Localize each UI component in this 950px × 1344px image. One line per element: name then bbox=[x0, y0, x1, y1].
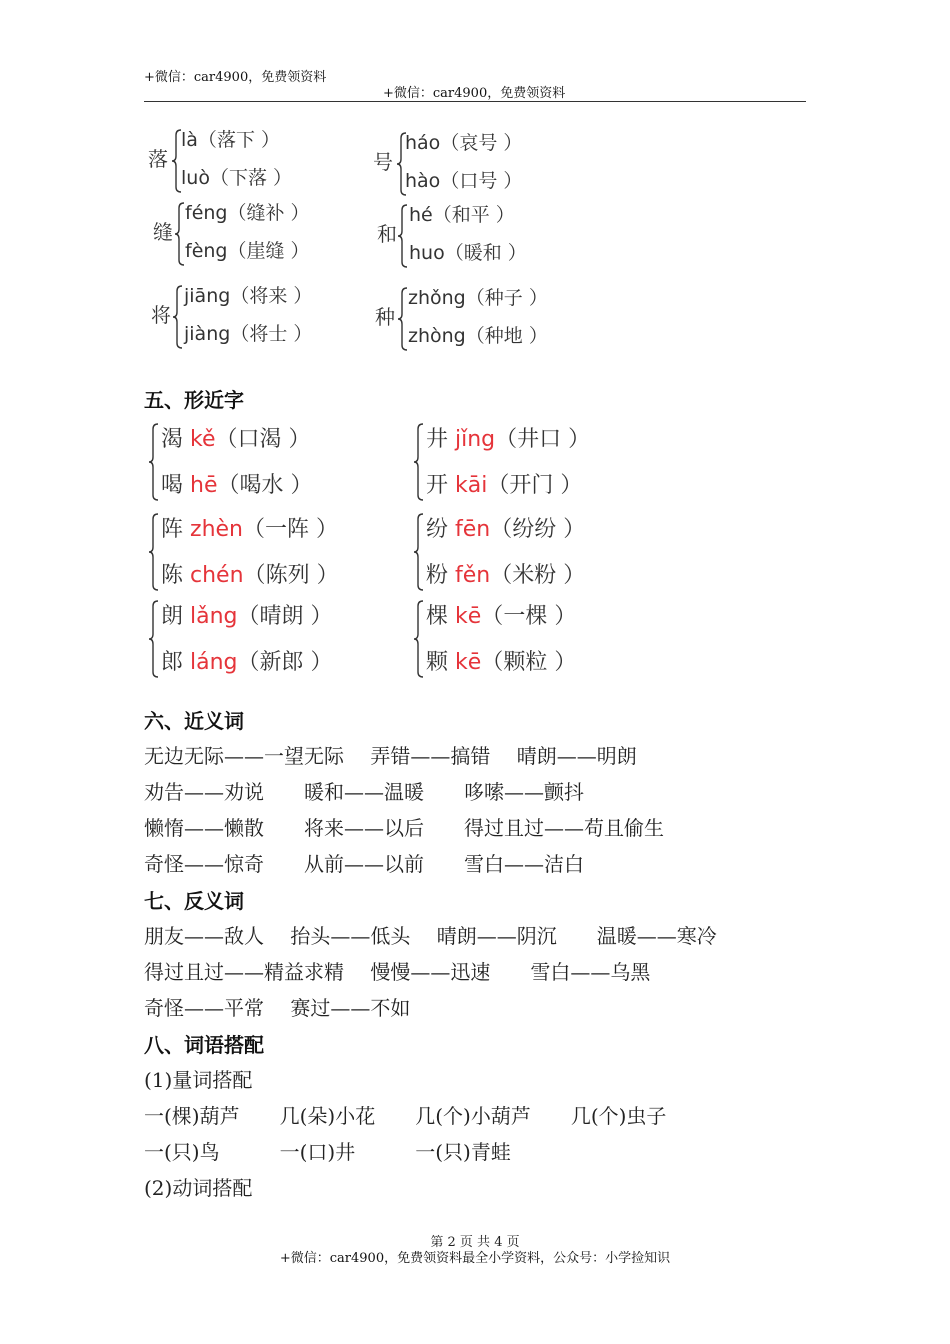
spacer bbox=[448, 604, 455, 629]
pinyin: kě bbox=[190, 427, 216, 452]
pinyin: hé bbox=[409, 204, 433, 226]
similar-char-entry bbox=[161, 652, 333, 674]
pinyin: jiāng bbox=[184, 285, 231, 307]
paren-close: ） bbox=[522, 287, 548, 309]
brace bbox=[413, 600, 425, 678]
pinyin: jiàng bbox=[184, 323, 231, 345]
similar-char-entry bbox=[161, 475, 313, 497]
polyphone-reading bbox=[181, 131, 280, 150]
paren-open: （ bbox=[197, 129, 217, 151]
paren-open: （ bbox=[230, 285, 250, 307]
pinyin: féng bbox=[185, 202, 228, 224]
paren-open: （ bbox=[209, 167, 229, 189]
example-word: 开门 bbox=[509, 473, 554, 498]
paren-open: （ bbox=[440, 170, 460, 192]
paren-open: （ bbox=[237, 604, 260, 629]
header-left-note: +微信：car4900，免费领资料 bbox=[144, 70, 327, 85]
synonym-line: 奇怪——惊奇 从前——以前 雪白——洁白 bbox=[144, 852, 584, 876]
paren-open: （ bbox=[490, 563, 513, 588]
spacer bbox=[183, 517, 190, 542]
section-title-collocations: 八、词语搭配 bbox=[144, 1033, 264, 1057]
similar-char: 井 bbox=[426, 427, 449, 452]
paren-open: （ bbox=[487, 473, 510, 498]
paren-close: ） bbox=[489, 204, 515, 226]
polyphone-char: 将 bbox=[151, 303, 171, 327]
polyphone-char: 号 bbox=[373, 150, 393, 174]
example-word: 新郎 bbox=[259, 650, 304, 675]
pinyin: hào bbox=[405, 170, 441, 192]
polyphone-reading bbox=[185, 242, 310, 261]
similar-char-entry bbox=[426, 519, 585, 541]
pinyin: kāi bbox=[455, 473, 488, 498]
similar-char: 喝 bbox=[161, 473, 184, 498]
pinyin: láng bbox=[190, 650, 238, 675]
polyphone-reading bbox=[409, 206, 515, 225]
paren-close: ） bbox=[284, 202, 310, 224]
example-word: 颗粒 bbox=[503, 650, 548, 675]
paren-close: ） bbox=[553, 473, 583, 498]
pinyin: lǎng bbox=[190, 604, 238, 629]
similar-char: 阵 bbox=[161, 517, 184, 542]
paren-open: （ bbox=[490, 517, 513, 542]
similar-char-entry bbox=[426, 475, 582, 497]
paren-open: （ bbox=[481, 604, 504, 629]
paren-close: ） bbox=[309, 517, 339, 542]
page-number: 第 2 页 共 4 页 bbox=[430, 1235, 520, 1250]
brace bbox=[148, 600, 160, 678]
paren-close: ） bbox=[497, 132, 523, 154]
spacer bbox=[183, 563, 190, 588]
paren-close: ） bbox=[547, 604, 577, 629]
paren-close: ） bbox=[501, 242, 527, 264]
example-word: 哀号 bbox=[459, 132, 498, 154]
pinyin: háo bbox=[405, 132, 441, 154]
similar-char-entry bbox=[426, 606, 576, 628]
pinyin: huo bbox=[409, 242, 445, 264]
polyphone-char: 种 bbox=[375, 305, 395, 329]
paren-open: （ bbox=[217, 473, 240, 498]
example-word: 将来 bbox=[249, 285, 288, 307]
brace bbox=[172, 285, 184, 349]
paren-close: ） bbox=[287, 285, 313, 307]
polyphone-reading bbox=[405, 134, 522, 153]
synonym-line: 懒惰——懒散 将来——以后 得过且过——苟且偷生 bbox=[144, 816, 664, 840]
similar-char: 粉 bbox=[426, 563, 449, 588]
example-word: 口号 bbox=[459, 170, 498, 192]
section-title-antonyms: 七、反义词 bbox=[144, 889, 244, 913]
polyphone-reading bbox=[181, 169, 292, 188]
subsection-measure-words: (1)量词搭配 bbox=[144, 1068, 253, 1092]
pinyin: luò bbox=[181, 167, 210, 189]
similar-char: 颗 bbox=[426, 650, 449, 675]
similar-char-entry bbox=[426, 429, 590, 451]
header-center-note: +微信：car4900，免费领资料 bbox=[383, 86, 566, 101]
example-word: 喝水 bbox=[239, 473, 284, 498]
collocation-line: 一(棵)葫芦 几(朵)小花 几(个)小葫芦 几(个)虫子 bbox=[144, 1104, 667, 1128]
polyphone-reading bbox=[184, 287, 312, 306]
spacer bbox=[183, 427, 190, 452]
polyphone-char: 缝 bbox=[153, 220, 173, 244]
pinyin: jǐng bbox=[455, 427, 496, 452]
brace bbox=[413, 423, 425, 501]
paren-close: ） bbox=[561, 427, 591, 452]
section-title-similar-chars: 五、形近字 bbox=[144, 388, 244, 412]
similar-char-entry bbox=[426, 565, 585, 587]
polyphone-reading bbox=[409, 244, 527, 263]
footer-note: +微信：car4900，免费领资料最全小学资料，公众号：小学捡知识 bbox=[279, 1251, 671, 1266]
pinyin: là bbox=[181, 129, 198, 151]
brace bbox=[413, 513, 425, 591]
paren-close: ） bbox=[287, 323, 313, 345]
pinyin: kē bbox=[455, 650, 482, 675]
example-word: 暖和 bbox=[463, 242, 502, 264]
similar-char-entry bbox=[161, 606, 333, 628]
paren-open: （ bbox=[230, 323, 250, 345]
pinyin: zhǒng bbox=[408, 287, 466, 309]
example-word: 崖缝 bbox=[246, 240, 285, 262]
paren-close: ） bbox=[522, 325, 548, 347]
antonym-line: 朋友——敌人 抬头——低头 晴朗——阴沉 温暖——寒冷 bbox=[144, 924, 717, 948]
paren-open: （ bbox=[465, 325, 485, 347]
antonym-line: 得过且过——精益求精 慢慢——迅速 雪白——乌黑 bbox=[144, 960, 651, 984]
paren-open: （ bbox=[432, 204, 452, 226]
similar-char-entry bbox=[161, 429, 311, 451]
example-word: 口渴 bbox=[237, 427, 282, 452]
pinyin: fēn bbox=[455, 517, 491, 542]
paren-open: （ bbox=[481, 650, 504, 675]
paren-open: （ bbox=[243, 517, 266, 542]
section-title-synonyms: 六、近义词 bbox=[144, 709, 244, 733]
example-word: 下落 bbox=[228, 167, 267, 189]
pinyin: fèng bbox=[185, 240, 228, 262]
polyphone-reading bbox=[185, 204, 310, 223]
example-word: 陈列 bbox=[265, 563, 310, 588]
paren-open: （ bbox=[440, 132, 460, 154]
paren-close: ） bbox=[556, 517, 586, 542]
polyphone-reading bbox=[184, 325, 312, 344]
paren-open: （ bbox=[495, 427, 518, 452]
paren-close: ） bbox=[547, 650, 577, 675]
pinyin: kē bbox=[455, 604, 482, 629]
spacer bbox=[448, 517, 455, 542]
synonym-line: 劝告——劝说 暖和——温暖 哆嗦——颤抖 bbox=[144, 780, 584, 804]
paren-open: （ bbox=[227, 240, 247, 262]
similar-char-entry bbox=[426, 652, 576, 674]
polyphone-reading bbox=[408, 289, 548, 308]
subsection-verbs: (2)动词搭配 bbox=[144, 1176, 253, 1200]
paren-open: （ bbox=[215, 427, 238, 452]
synonym-line: 无边无际——一望无际 弄错——搞错 晴朗——明朗 bbox=[144, 744, 637, 768]
paren-close: ） bbox=[281, 427, 311, 452]
example-word: 缝补 bbox=[246, 202, 285, 224]
similar-char: 开 bbox=[426, 473, 449, 498]
example-word: 井口 bbox=[517, 427, 562, 452]
paren-close: ） bbox=[309, 563, 339, 588]
paren-close: ） bbox=[556, 563, 586, 588]
example-word: 一阵 bbox=[265, 517, 310, 542]
paren-open: （ bbox=[237, 650, 260, 675]
paren-open: （ bbox=[243, 563, 266, 588]
pinyin: zhèn bbox=[190, 517, 243, 542]
similar-char: 陈 bbox=[161, 563, 184, 588]
example-word: 晴朗 bbox=[259, 604, 304, 629]
paren-open: （ bbox=[444, 242, 464, 264]
paren-close: ） bbox=[283, 473, 313, 498]
similar-char: 朗 bbox=[161, 604, 184, 629]
paren-close: ） bbox=[497, 170, 523, 192]
spacer bbox=[183, 604, 190, 629]
brace bbox=[148, 513, 160, 591]
pinyin: chén bbox=[190, 563, 244, 588]
example-word: 纷纷 bbox=[512, 517, 557, 542]
polyphone-reading bbox=[408, 327, 548, 346]
spacer bbox=[183, 473, 190, 498]
brace bbox=[148, 423, 160, 501]
paren-close: ） bbox=[303, 604, 333, 629]
paren-close: ） bbox=[254, 129, 280, 151]
pinyin: hē bbox=[190, 473, 218, 498]
example-word: 米粉 bbox=[512, 563, 557, 588]
spacer bbox=[448, 473, 455, 498]
brace bbox=[397, 204, 409, 268]
similar-char: 郎 bbox=[161, 650, 184, 675]
collocation-line: 一(只)鸟 一(口)井 一(只)青蛙 bbox=[144, 1140, 511, 1164]
paren-close: ） bbox=[266, 167, 293, 189]
spacer bbox=[448, 650, 455, 675]
similar-char: 纷 bbox=[426, 517, 449, 542]
antonym-line: 奇怪——平常 赛过——不如 bbox=[144, 996, 411, 1020]
similar-char: 棵 bbox=[426, 604, 449, 629]
paren-open: （ bbox=[465, 287, 485, 309]
pinyin: zhòng bbox=[408, 325, 466, 347]
similar-char-entry bbox=[161, 565, 339, 587]
example-word: 落下 bbox=[216, 129, 255, 151]
paren-close: ） bbox=[284, 240, 310, 262]
spacer bbox=[448, 563, 455, 588]
example-word: 种地 bbox=[484, 325, 523, 347]
polyphone-reading bbox=[405, 172, 522, 191]
paren-open: （ bbox=[227, 202, 247, 224]
similar-char-entry bbox=[161, 519, 338, 541]
spacer bbox=[448, 427, 455, 452]
pinyin: fěn bbox=[455, 563, 491, 588]
similar-char: 渴 bbox=[161, 427, 184, 452]
paren-close: ） bbox=[303, 650, 333, 675]
header-rule bbox=[144, 101, 806, 102]
polyphone-char: 落 bbox=[148, 147, 168, 171]
example-word: 将士 bbox=[249, 323, 288, 345]
spacer bbox=[183, 650, 190, 675]
polyphone-char: 和 bbox=[377, 222, 397, 246]
example-word: 种子 bbox=[484, 287, 523, 309]
example-word: 和平 bbox=[451, 204, 490, 226]
example-word: 一棵 bbox=[503, 604, 548, 629]
